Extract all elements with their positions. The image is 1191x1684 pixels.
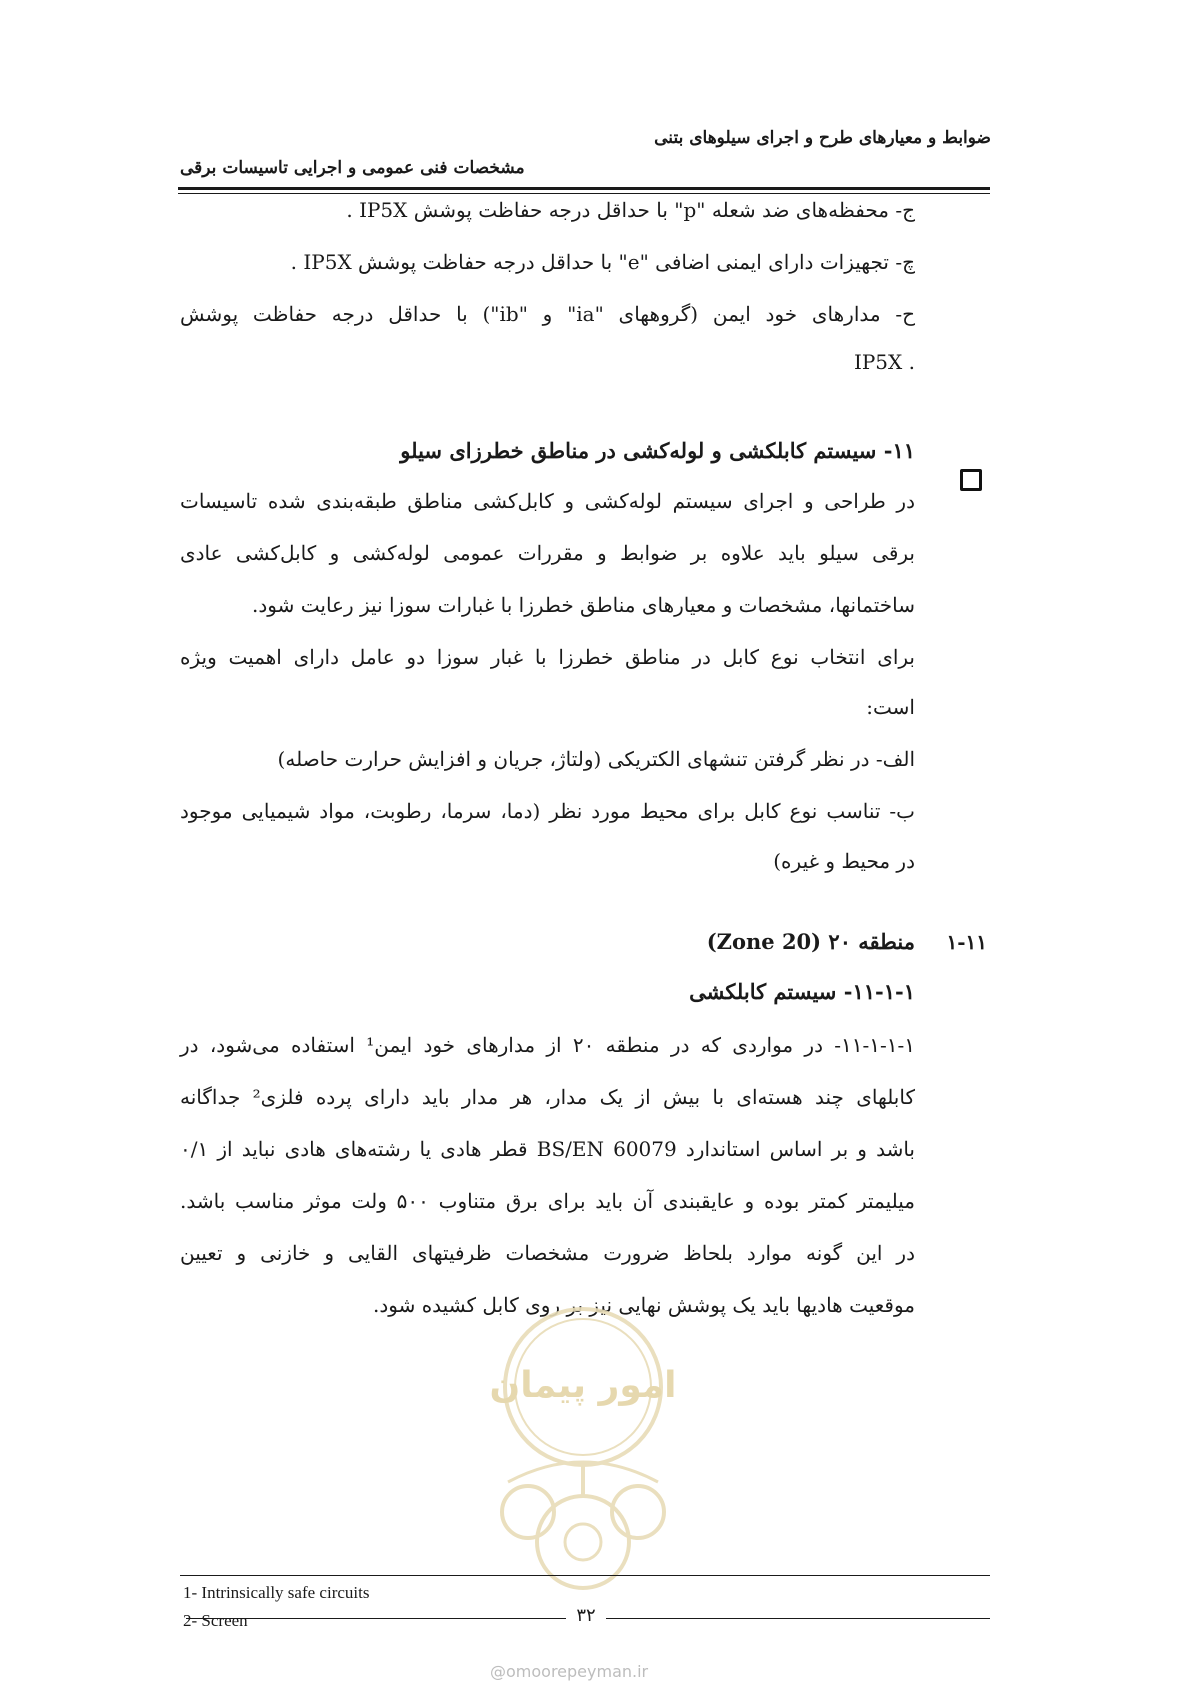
- list-item: ح- مدارهای خود ایمن (گروههای "ia" و "ib") با حداقل درجه حفاظت پوشش: [180, 302, 916, 326]
- header-rule-thin: [178, 193, 990, 194]
- watermark-logo: [468, 1282, 698, 1602]
- paragraph-line: ساختمانها، مشخصات و معیارهای مناطق خطرزا با غبارات سوزا نیز رعایت شود.: [252, 593, 915, 617]
- footer-rule-left: [186, 1618, 566, 1619]
- subsection-heading: ۱۱-۱-۱- سیستم کابلکشی: [689, 979, 915, 1004]
- footnote: 2- Screen: [183, 1611, 248, 1630]
- paragraph-line: کابلهای چند هسته‌ای با بیش از یک مدار، هر مدار باید دارای پرده فلزی² جداگانه: [180, 1085, 915, 1109]
- paragraph-line: باشد و بر اساس استاندارد BS/EN 60079 قطر هادی یا رشته‌های هادی نباید از ۰/۱: [180, 1137, 916, 1161]
- page-number: ۳۲: [568, 1605, 604, 1626]
- watermark-logo-text: امور پیمان: [489, 1365, 677, 1406]
- paragraph-line: در این گونه موارد بلحاظ ضرورت مشخصات ظرفیتهای القایی و خازنی و تعیین: [180, 1241, 915, 1265]
- paragraph-line: برقی سیلو باید علاوه بر ضوابط و مقررات عمومی لوله‌کشی و کابل‌کشی عادی: [180, 541, 915, 565]
- watermark-url-text: omoorepeyman.ir: [506, 1662, 649, 1681]
- header-rule-thick: [178, 187, 990, 190]
- list-item-continuation: . IP5X: [853, 350, 915, 374]
- paragraph-line: برای انتخاب نوع کابل در مناطق خطرزا با غبار سوزا دو عامل دارای اهمیت ویژه: [180, 645, 915, 669]
- paragraph-line: ۱۱-۱-۱-۱- در مواردی که در منطقه ۲۰ از مدارهای خود ایمن¹ استفاده می‌شود، در: [180, 1033, 915, 1057]
- paragraph-line: میلیمتر کمتر بوده و عایقبندی آن باید برای برق متناوب ۵۰۰ ولت موثر مناسب باشد.: [180, 1189, 916, 1213]
- footnote: 1- Intrinsically safe circuits: [183, 1583, 370, 1602]
- running-header-chapter: مشخصات فنی عمومی و اجرایی تاسیسات برقی: [180, 158, 525, 178]
- section-heading: منطقه ۲۰ (Zone 20): [706, 929, 915, 954]
- paragraph-line: موقعیت هادیها باید یک پوشش نهایی نیز بر روی کابل کشیده شود.: [372, 1293, 915, 1317]
- running-header-title: ضوابط و معیارهای طرح و اجرای سیلوهای بتنی: [654, 128, 991, 148]
- section-heading: ۱۱- سیستم کابلکشی و لوله‌کشی در مناطق خطرزای سیلو: [400, 438, 915, 463]
- footnote-rule: [180, 1575, 990, 1576]
- list-item: ب- تناسب نوع کابل برای محیط مورد نظر (دما، سرما، رطوبت، مواد شیمیایی موجود: [180, 799, 915, 823]
- checkbox-icon: [960, 469, 982, 491]
- paragraph-line: در طراحی و اجرای سیستم لوله‌کشی و کابل‌کشی مناطق طبقه‌بندی شده تاسیسات: [180, 489, 915, 513]
- at-icon: @: [490, 1662, 506, 1681]
- list-item-continuation: در محیط و غیره): [773, 849, 915, 873]
- list-item: ج- محفظه‌های ضد شعله "p" با حداقل درجه حفاظت پوشش IP5X .: [346, 198, 915, 222]
- footer-rule-right: [606, 1618, 990, 1619]
- paragraph-line: است:: [866, 695, 915, 719]
- list-item: الف- در نظر گرفتن تنشهای الکتریکی (ولتاژ، جریان و افزایش حرارت حاصله): [277, 747, 915, 771]
- list-item: چ- تجهیزات دارای ایمنی اضافی "e" با حداقل درجه حفاظت پوشش IP5X .: [290, 250, 915, 274]
- section-number: ۱-۱۱: [946, 930, 987, 954]
- watermark-url: [490, 1662, 648, 1681]
